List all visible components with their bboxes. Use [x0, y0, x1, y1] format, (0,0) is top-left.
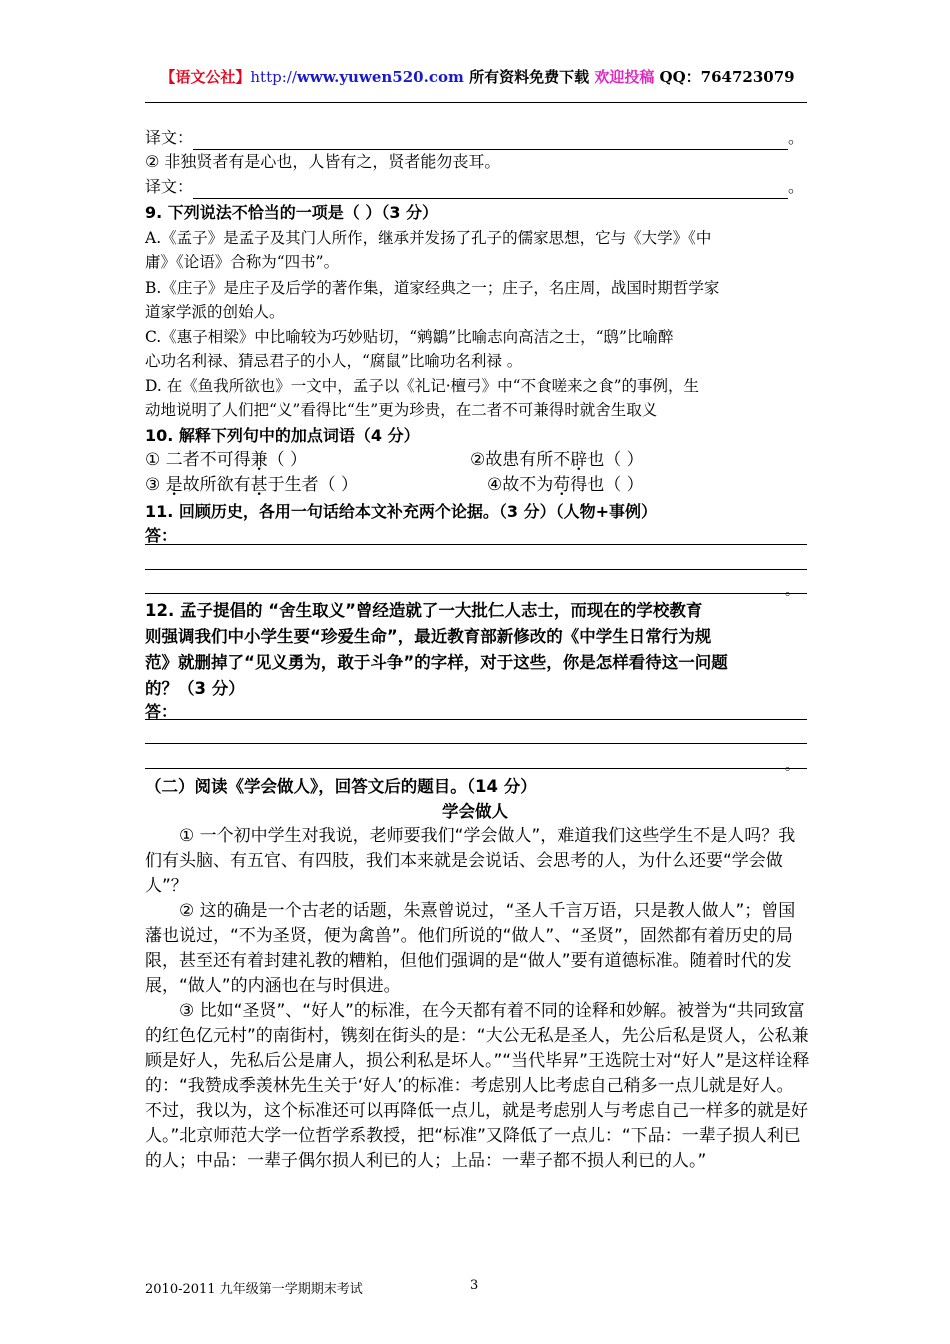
q11-title: 11. 回顾历史，各用一句话给本文补充两个论据。（3 分）（人物+事例）	[145, 502, 658, 521]
dotted-word: 兼	[250, 450, 268, 470]
q11-end-mark: 。	[785, 583, 799, 599]
dotted-word: 甚	[250, 475, 268, 495]
section-2-intro: （二）阅读《学会做人》，回答文后的题目。（14 分）	[145, 777, 537, 796]
url-link[interactable]: www.yuwen520.com	[296, 68, 464, 86]
q10-item-1	[145, 448, 307, 472]
translation-line-2	[145, 175, 810, 199]
q12-line-3: 范》就删掉了“见义勇为，敢于斗争”的字样，对于这些，你是怎样看待这一问题	[145, 653, 728, 672]
q8-item-2: ② 非独贤者有是心也，人皆有之，贤者能勿丧耳。	[145, 152, 501, 171]
answer-blank[interactable]: 也（ ）	[587, 450, 644, 470]
q12-end-mark: 。	[785, 758, 799, 774]
q11-answer-line-3[interactable]	[145, 593, 807, 594]
header-banner	[145, 66, 810, 87]
q9-option-a-line2: 庸》《论语》合称为“四书”。	[145, 253, 340, 271]
q11-answer-label: 答：	[145, 526, 178, 545]
q12-answer-line-1[interactable]	[145, 719, 807, 720]
translation-label: 译文：	[145, 128, 194, 147]
q9-option-d-line1: D. 在《鱼我所欲也》一文中，孟子以《礼记·檀弓》中“不食嗟来之食”的事例，生	[145, 377, 700, 395]
q12-answer-line-2[interactable]	[145, 743, 807, 744]
text: ④故不为	[487, 475, 554, 495]
translation-blank[interactable]	[193, 198, 788, 199]
text: ②故患有所不	[470, 450, 571, 470]
qq-number: QQ：764723079	[654, 68, 795, 86]
q10-item-2	[470, 448, 644, 472]
q9-option-c-line1: C.《惠子相梁》中比喻较为巧妙贴切，“鹓鶵”比喻志向高洁之士，“鸱”比喻醉	[145, 328, 674, 346]
text: 故所欲有	[182, 475, 251, 495]
page-number: 3	[470, 1278, 479, 1293]
q10-title: 10. 解释下列句中的加点词语（4 分）	[145, 426, 420, 445]
q9-title: 9. 下列说法不恰当的一项是（ ）（3 分）	[145, 203, 439, 222]
q9-option-c-line2: 心功名利禄、猜忌君子的小人，“腐鼠”比喻功名利禄 。	[145, 352, 523, 370]
q11-answer-line-1[interactable]	[145, 544, 807, 545]
q12-answer-label: 答：	[145, 702, 178, 721]
q10-item-3	[145, 473, 358, 497]
q10-item-4	[487, 473, 644, 497]
free-download-text: 所有资料免费下载	[463, 68, 595, 86]
q9-option-b-line2: 道家学派的创始人。	[145, 303, 285, 321]
q9-option-a-line1: A.《孟子》是孟子及其门人所作，继承并发扬了孔子的儒家思想，它与《大学》《中	[145, 229, 712, 247]
article-title: 学会做人	[442, 802, 508, 821]
q12-line-4: 的？（3 分）	[145, 679, 245, 698]
q12-line-1: 12. 孟子提倡的 “舍生取义”曾经造就了一大批仁人志士，而现在的学校教育	[145, 601, 703, 620]
dotted-word: 苟	[553, 475, 571, 495]
q9-option-b-line1: B.《庄子》是庄子及后学的著作集，道家经典之一；庄子，名庄周，战国时期哲学家	[145, 279, 720, 297]
translation-label: 译文：	[145, 177, 194, 196]
q12-line-2: 则强调我们中小学生要“珍爱生命”，最近教育部新修改的《中学生日常行为规	[145, 627, 712, 646]
dotted-word: 辟	[570, 450, 588, 470]
dotted-word: 是	[165, 475, 183, 495]
answer-blank[interactable]: 于生者（ ）	[267, 475, 359, 495]
q12-answer-line-3[interactable]	[145, 768, 807, 769]
article-paragraph-3: ③ 比如“圣贤”、“好人”的标准，在今天都有着不同的诠释和妙解。被誉为“共同致富的红色亿元村”的南街村，镌刻在街头的是：“大公无私是圣人，先公后私是贤人，公私兼顾是好人，先私后公是庸人，损公利私是坏人。”“当代毕昇”王选院士对“好人”是这样诠释的：“我赞成季羡林先生关于‘好人’的标准：考虑别人比考虑自己稍多一点儿就是好人。不过，我以为，这个标准还可以再降低一点儿，就是考虑别人与考虑自己一样多的就是好人。”北京师范大学一位哲学系教授，把“标准”又降低了一点儿：“下品：一辈子损人利已的人；中品：一辈子偶尔损人利已的人；上品：一辈子都不损人利已的人。”	[145, 1001, 810, 1171]
brand-name: 【语文公社】	[160, 68, 251, 86]
footer-exam-title: 2010-2011 九年级第一学期期末考试	[145, 1282, 363, 1297]
period: 。	[788, 177, 805, 196]
text: ③	[145, 475, 166, 495]
answer-blank[interactable]: 得也（ ）	[570, 475, 644, 495]
answer-blank[interactable]: （ ）	[267, 450, 308, 470]
q9-option-d-line2: 动地说明了人们把“义”看得比“生”更为珍贵，在二者不可兼得时就舍生取义	[145, 401, 658, 419]
q11-answer-line-2[interactable]	[145, 569, 807, 570]
welcome-text: 欢迎投稿	[594, 68, 655, 86]
article-paragraph-2: ② 这的确是一个古老的话题，朱熹曾说过，“圣人千言万语，只是教人做人”；曾国藩也说过，“不为圣贤，便为禽兽”。他们所说的“做人”、“圣贤”，固然都有着历史的局限，甚至还有着封建礼教的糟粕，但他们强调的是“做人”要有道德标准。随着时代的发展，“做人”的内涵也在与时俱进。	[145, 901, 796, 996]
article-paragraph-1: ① 一个初中学生对我说，老师要我们“学会做人”，难道我们这些学生不是人吗？我们有头脑、有五官、有四肢，我们本来就是会说话、会思考的人，为什么还要“学会做人”？	[145, 826, 796, 896]
period: 。	[788, 128, 805, 147]
header-divider	[145, 102, 807, 103]
text: ① 二者不可得	[145, 450, 251, 470]
url-prefix[interactable]: http://	[250, 68, 297, 86]
translation-line-1	[145, 126, 810, 150]
